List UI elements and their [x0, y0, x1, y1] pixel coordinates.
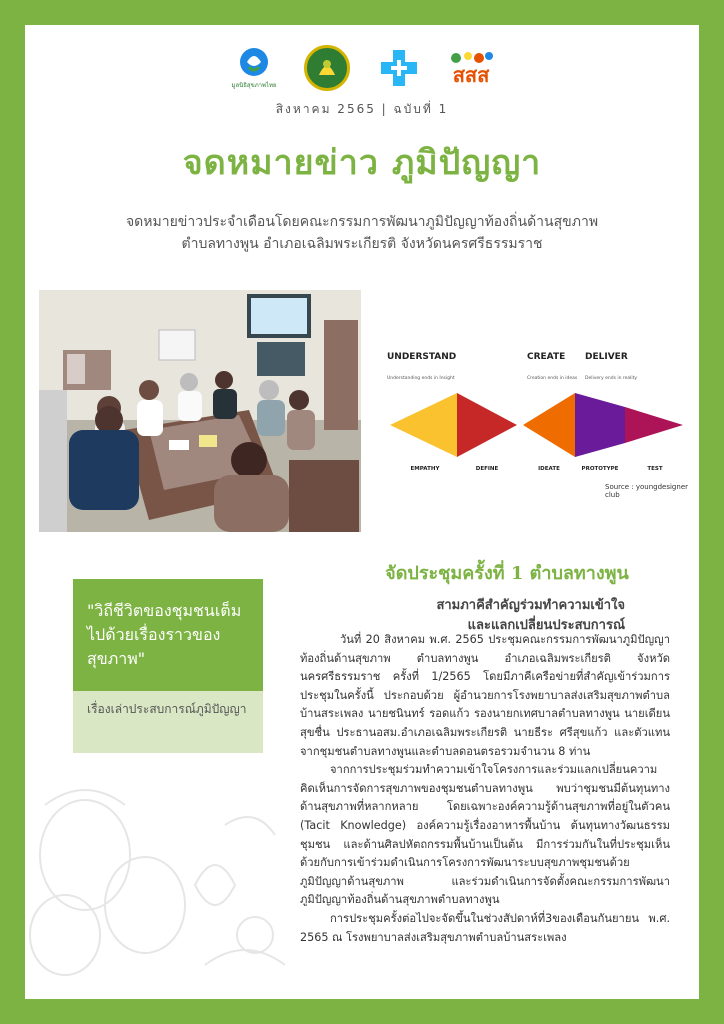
subtitle-line-1: จดหมายข่าวประจำเดือนโดยคณะกรรมการพัฒนาภูมิปัญญาท้องถิ่นด้านสุขภาพ: [125, 214, 599, 230]
deliver-label: DELIVER: [585, 352, 628, 362]
step-define: DEFINE: [475, 466, 499, 472]
quote-box: [73, 579, 263, 691]
story-box: [73, 691, 263, 753]
step-ideate: IDEATE: [538, 466, 560, 472]
subtitle-line-2: ตำบลทางพูน อำเภอเฉลิมพระเกียรติ จังหวัดนครศรีธรรมราช: [181, 236, 543, 252]
diagram-source: Source : youngdesigner club: [605, 483, 688, 499]
create-label: CREATE: [527, 352, 566, 362]
meeting-photo: [39, 290, 361, 532]
step-test: TEST: [647, 466, 663, 472]
article-subheading: [325, 596, 625, 636]
health-cross-logo: [376, 45, 422, 91]
design-thinking-diagram: [385, 347, 685, 492]
subheading-line-1: สามภาคีสำคัญร่วมทำความเข้าใจ: [436, 598, 625, 613]
define-shape: [457, 393, 517, 457]
meeting-photo-icon: [39, 290, 361, 532]
district-seal-logo: [304, 45, 350, 91]
svg-text:มูลนิธิสุขภาพไทย: มูลนิธิสุขภาพไทย: [231, 82, 277, 89]
thaihealth-logo: สสส: [448, 45, 494, 91]
quote-text: "วิถีชีวิตของชุมชนเต็มไปด้วยเรื่องราวของสุขภาพ": [87, 601, 242, 668]
herb-illustration-icon: [25, 765, 295, 999]
understand-sub-label: Understanding ends in Insight: [387, 376, 455, 381]
step-prototype: PROTOTYPE: [581, 466, 619, 472]
issue-line: สิงหาคม 2565 | ฉบับที่ 1: [275, 102, 449, 116]
step-empathy: EMPATHY: [410, 466, 440, 472]
test-shape: [625, 407, 683, 443]
article-paragraph-1: วันที่ 20 สิงหาคม พ.ศ. 2565 ประชุมคณะกรรมการพัฒนาภูมิปัญญาท้องถิ่นด้านสุขภาพ ตำบลทางพูน อำเภอเฉลิมพระเกียรติ จังหวัดนครศรีธรรมราช ครั้งที่ 1/2565 โดยมีภาคีเครือข่ายที่สำคัญเข้าร่วมการประชุมในครั้งนี้ ประกอบด้วย ผู้อำนวยการโรงพยาบาลส่งเสริมสุขภาพตำบลบ้านสระเพลง นายชนินทร์ รอดแก้ว รองนายกเทศบาลตำบลทางพูน นายเดียน สุขชื่น ประธานอสม.อำเภอเฉลิมพระเกียรติ นายธีระ ศรีสุขแก้ว และตัวแทนจากชุมชนตำบลทางพูนและตำบลดอนตรอรวมจำนวน 8 ท่าน: [300, 633, 670, 758]
newsletter-subtitle: [65, 211, 659, 255]
logo-row: [25, 45, 699, 91]
empathy-shape: [390, 393, 457, 457]
ideate-shape: [523, 393, 575, 457]
health-foundation-logo: [230, 45, 278, 91]
create-sub-label: Creation ends in ideas: [527, 376, 578, 381]
article-paragraph-3: การประชุมครั้งต่อไปจะจัดขึ้นในช่วงสัปดาห์ที่3ของเดือนกันยายน พ.ศ. 2565 ณ โรงพยาบาลส่งเสริมสุขภาพตำบลบ้านสระเพลง: [300, 911, 670, 944]
newsletter-page: [25, 25, 699, 999]
prototype-shape: [575, 393, 625, 457]
article-heading: จัดประชุมครั้งที่ 1 ตำบลทางพูน: [385, 563, 629, 584]
subheading-line-2: และแลกเปลี่ยนประสบการณ์: [467, 618, 625, 633]
story-label: เรื่องเล่าประสบการณ์ภูมิปัญญา: [87, 702, 247, 716]
article-paragraph-2: จากการประชุมร่วมทำความเข้าใจโครงการและร่วมแลกเปลี่ยนความคิดเห็นการจัดการสุขภาพของชุมชนตำบลทางพูน พบว่าชุมชนมีต้นทุนทางด้านสุขภาพที่หลากหลาย โดยเฉพาะองค์ความรู้ด้านสุขภาพที่อยู่ในตัวคน (Tacit Knowledge) องค์ความรู้เรื่องอาหารพื้นบ้าน ต้นทุนทางวัฒนธรรมชุมชน และด้านศิลปหัตถกรรมพื้นบ้านเป็นต้น มีการร่วมกันในที่ประชุมเห็นด้วยกับการเข้าร่วมดำเนินการโครงการพัฒนาระบบสุขภาพชุมชนด้วยภูมิปัญญาด้านสุขภาพ และร่วมดำเนินการจัดตั้งคณะกรรมการพัฒนาภูมิปัญญาท้องถิ่นด้านสุขภาพตำบลทางพูน: [300, 763, 670, 907]
understand-label: UNDERSTAND: [387, 352, 457, 362]
newsletter-title: จดหมายข่าว ภูมิปัญญา: [182, 143, 542, 183]
article-body: [300, 631, 670, 947]
deliver-sub-label: Delivery ends in reality: [585, 376, 638, 381]
